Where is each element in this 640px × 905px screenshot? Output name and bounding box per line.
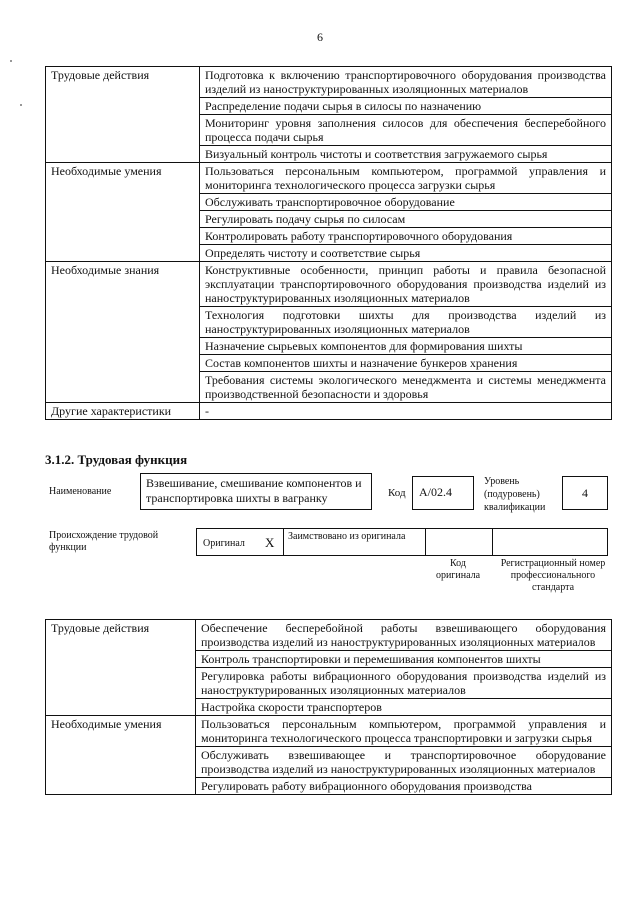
- page-number: 6: [317, 30, 323, 44]
- table-row: [46, 620, 612, 651]
- table-row: [46, 403, 612, 420]
- group-item: Контроль транспортировки и перемешивания компонентов шихты: [196, 651, 612, 668]
- group-item: Пользоваться персональным компьютером, программой управления и мониторинга технологического процесса загрузки сырья: [200, 163, 612, 194]
- requirements-table-1: [45, 66, 612, 420]
- scan-speck: [10, 60, 12, 62]
- group-item: Обеспечение бесперебойной работы взвешивающего оборудования производства изделий из наноструктурированных изоляционных материалов: [196, 620, 612, 651]
- code-original-label: Код оригинала: [435, 558, 481, 581]
- group-item: Обслуживать транспортировочное оборудование: [200, 194, 612, 211]
- group-item: Назначение сырьевых компонентов для формирования шихты: [200, 338, 612, 355]
- origin-original-cell: [196, 528, 284, 556]
- function-code-label: Код: [388, 487, 406, 499]
- group-item: Состав компонентов шихты и назначение бункеров хранения: [200, 355, 612, 372]
- level-label-line: (подуровень): [484, 489, 540, 500]
- qualification-level-label: [484, 475, 545, 514]
- group-item: Технология подготовки шихты для производства изделий из наноструктурированных изоляционных материалов: [200, 307, 612, 338]
- function-code: А/02.4: [412, 476, 474, 510]
- origin-code-cell: [425, 528, 493, 556]
- group-item: Конструктивные особенности, принцип работы и правила безопасной эксплуатации транспортировочного оборудования производства изделий из наноструктурированных изоляционных материалов: [200, 262, 612, 307]
- group-item: Визуальный контроль чистоты и соответствия загружаемого сырья: [200, 146, 612, 163]
- group-item: Подготовка к включению транспортировочного оборудования производства изделий из наноструктурированных изоляционных материалов: [200, 67, 612, 98]
- function-name-label: Наименование: [49, 486, 112, 497]
- section-heading: 3.1.2. Трудовая функция: [45, 452, 188, 467]
- function-name: Взвешивание, смешивание компонентов и транспортировка шихты в вагранку: [140, 473, 372, 510]
- table-row: [46, 163, 612, 194]
- level-label-line: квалификации: [484, 502, 546, 513]
- group-label: Трудовые действия: [46, 67, 200, 163]
- group-item: Регулировать работу вибрационного оборудования производства: [196, 778, 612, 795]
- group-item: Обслуживать взвешивающее и транспортировочное оборудование производства изделий из наноструктурированных изоляционных материалов: [196, 747, 612, 778]
- origin-borrowed-cell: [283, 528, 426, 556]
- group-item: Определять чистоту и соответствие сырья: [200, 245, 612, 262]
- scan-speck: [20, 104, 22, 106]
- table-row: [46, 67, 612, 98]
- group-item: Требования системы экологического менеджмента и системы менеджмента производственной безопасности и здоровья: [200, 372, 612, 403]
- group-item: Контролировать работу транспортировочного оборудования: [200, 228, 612, 245]
- group-label: Другие характеристики: [46, 403, 200, 420]
- origin-reg-number-cell: [492, 528, 608, 556]
- group-item: -: [200, 403, 612, 420]
- original-mark: X: [265, 535, 275, 550]
- level-label-line: Уровень: [484, 476, 520, 487]
- group-label: Необходимые умения: [46, 163, 200, 262]
- borrowed-text: Заимствовано из оригинала: [288, 531, 406, 542]
- group-item: Настройка скорости транспортеров: [196, 699, 612, 716]
- reg-number-label: Регистрационный номер профессионального стандарта: [500, 558, 606, 593]
- original-text: Оригинал: [203, 538, 245, 549]
- group-label: Необходимые знания: [46, 262, 200, 403]
- group-label: Необходимые умения: [46, 716, 196, 795]
- group-item: Распределение подачи сырья в силосы по назначению: [200, 98, 612, 115]
- group-item: Регулировка работы вибрационного оборудования производства изделий из наноструктурированных изоляционных материалов: [196, 668, 612, 699]
- origin-table: [196, 528, 608, 556]
- table-row: [46, 716, 612, 747]
- group-item: Мониторинг уровня заполнения силосов для обеспечения бесперебойного процесса подачи сырья: [200, 115, 612, 146]
- group-item: Пользоваться персональным компьютером, программой управления и мониторинга технологического процесса транспортировки и загрузки сырья: [196, 716, 612, 747]
- qualification-level: 4: [562, 476, 608, 510]
- requirements-table-2: [45, 619, 612, 795]
- origin-label: Происхождение трудовой функции: [49, 530, 159, 553]
- group-label: Трудовые действия: [46, 620, 196, 716]
- group-item: Регулировать подачу сырья по силосам: [200, 211, 612, 228]
- table-row: [46, 262, 612, 307]
